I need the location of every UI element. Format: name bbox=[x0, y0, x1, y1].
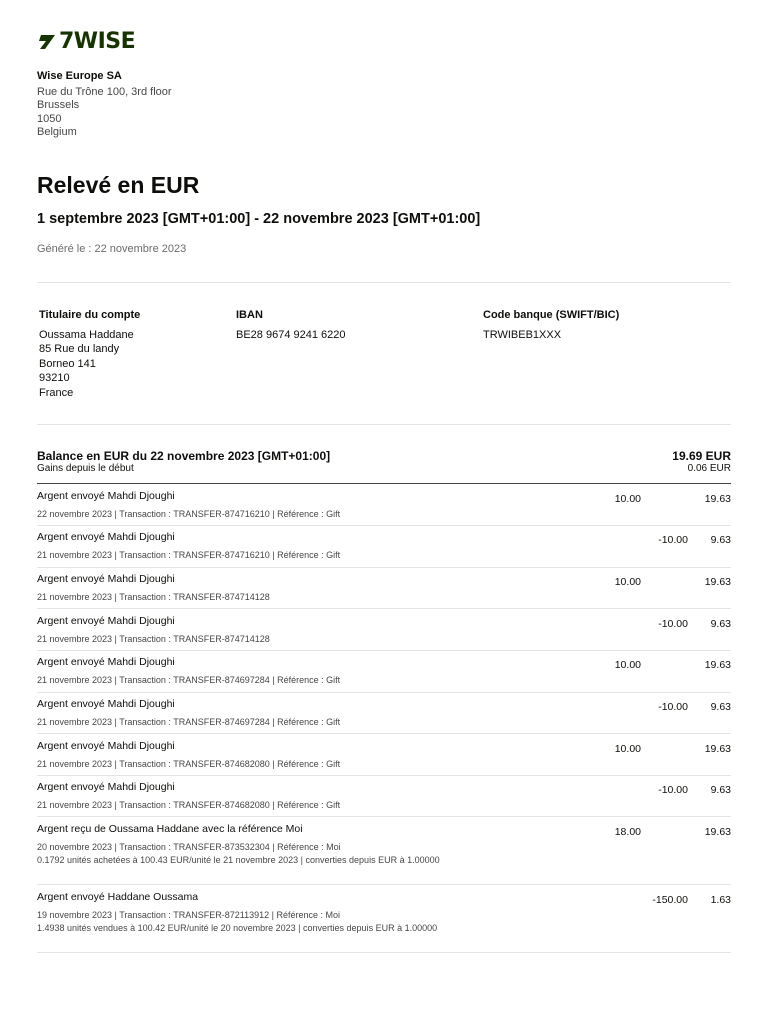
company-address-line: Brussels bbox=[37, 99, 80, 111]
transaction-balance: 19.63 bbox=[704, 743, 731, 755]
account-holder-block bbox=[39, 308, 140, 400]
divider bbox=[37, 692, 731, 693]
transaction-balance: 19.63 bbox=[704, 576, 731, 588]
generated-date: Généré le : 22 novembre 2023 bbox=[37, 243, 187, 255]
transaction-row bbox=[37, 531, 731, 562]
transaction-meta: 21 novembre 2023 | Transaction : TRANSFER-874697284 | Référence : Gift bbox=[37, 717, 341, 727]
transaction-amount: -10.00 bbox=[658, 701, 688, 713]
iban-block bbox=[236, 308, 346, 342]
wise-logo-text: 7WISE bbox=[59, 29, 136, 54]
transaction-description: Argent envoyé Mahdi Djoughi bbox=[37, 531, 175, 543]
transaction-row bbox=[37, 615, 731, 646]
balance-amount: 19.69 EUR bbox=[672, 449, 731, 463]
transaction-meta: 21 novembre 2023 | Transaction : TRANSFER-874682080 | Référence : Gift bbox=[37, 759, 341, 769]
transaction-description: Argent reçu de Oussama Haddane avec la référence Moi bbox=[37, 823, 303, 835]
transaction-meta: 21 novembre 2023 | Transaction : TRANSFER-874682080 | Référence : Gift bbox=[37, 800, 341, 810]
transaction-row bbox=[37, 891, 731, 935]
transaction-amount: 10.00 bbox=[614, 493, 641, 505]
transaction-balance: 19.63 bbox=[704, 493, 731, 505]
divider bbox=[37, 282, 731, 283]
company-address-line: Rue du Trône 100, 3rd floor bbox=[37, 85, 172, 98]
transaction-balance: 9.63 bbox=[710, 534, 731, 546]
swift-label: Code banque (SWIFT/BIC) bbox=[483, 309, 620, 321]
transaction-balance: 9.63 bbox=[710, 618, 731, 630]
transaction-description: Argent envoyé Mahdi Djoughi bbox=[37, 490, 175, 502]
balance-title: Balance en EUR du 22 novembre 2023 [GMT+01:00] bbox=[37, 449, 331, 463]
transaction-description: Argent envoyé Mahdi Djoughi bbox=[37, 656, 175, 668]
transaction-meta: 21 novembre 2023 | Transaction : TRANSFER-874697284 | Référence : Gift bbox=[37, 675, 341, 685]
transaction-balance: 1.63 bbox=[710, 894, 731, 906]
divider bbox=[37, 483, 731, 484]
transaction-row bbox=[37, 781, 731, 812]
transaction-conversion: 0.1792 unités achetées à 100.43 EUR/unité le 21 novembre 2023 | converties depuis EUR à 1.00000 bbox=[37, 855, 440, 865]
transaction-balance: 19.63 bbox=[704, 826, 731, 838]
transaction-row bbox=[37, 573, 731, 604]
transaction-amount: -150.00 bbox=[652, 894, 688, 906]
iban-value: BE28 9674 9241 6220 bbox=[236, 328, 346, 341]
divider bbox=[37, 424, 731, 425]
statement-period: 1 septembre 2023 [GMT+01:00] - 22 novembre 2023 [GMT+01:00] bbox=[37, 211, 481, 227]
account-holder-line: Oussama Haddane bbox=[39, 328, 134, 341]
transaction-row bbox=[37, 740, 731, 771]
transaction-amount: -10.00 bbox=[658, 618, 688, 630]
iban-label: IBAN bbox=[236, 309, 263, 321]
account-holder-line: 85 Rue du landy bbox=[39, 343, 120, 355]
transaction-description: Argent envoyé Mahdi Djoughi bbox=[37, 615, 175, 627]
company-address-line: 1050 bbox=[37, 112, 62, 125]
divider bbox=[37, 884, 731, 885]
transaction-amount: 10.00 bbox=[614, 576, 641, 588]
transaction-meta: 20 novembre 2023 | Transaction : TRANSFER-873532304 | Référence : Moi bbox=[37, 842, 341, 852]
transaction-amount: -10.00 bbox=[658, 534, 688, 546]
transaction-amount: -10.00 bbox=[658, 784, 688, 796]
company-name: Wise Europe SA bbox=[37, 70, 122, 82]
transaction-balance: 19.63 bbox=[704, 659, 731, 671]
transaction-meta: 21 novembre 2023 | Transaction : TRANSFER-874714128 bbox=[37, 592, 270, 602]
swift-block bbox=[483, 308, 619, 342]
balance-subtitle: Gains depuis le début bbox=[37, 463, 134, 474]
transaction-meta: 21 novembre 2023 | Transaction : TRANSFER-874716210 | Référence : Gift bbox=[37, 550, 341, 560]
divider bbox=[37, 608, 731, 609]
transaction-meta: 21 novembre 2023 | Transaction : TRANSFER-874714128 bbox=[37, 634, 270, 644]
transaction-amount: 10.00 bbox=[614, 659, 641, 671]
divider bbox=[37, 650, 731, 651]
account-holder-line: France bbox=[39, 386, 74, 399]
transaction-description: Argent envoyé Mahdi Djoughi bbox=[37, 781, 175, 793]
account-holder-line: 93210 bbox=[39, 372, 70, 384]
wise-logo bbox=[37, 31, 135, 53]
transaction-row bbox=[37, 698, 731, 729]
divider bbox=[37, 525, 731, 526]
transaction-row bbox=[37, 823, 731, 867]
divider bbox=[37, 952, 731, 953]
transaction-conversion: 1.4938 unités vendues à 100.42 EUR/unité le 20 novembre 2023 | converties depuis EUR à 1.00000 bbox=[37, 923, 438, 933]
company-address bbox=[37, 70, 172, 140]
transaction-balance: 9.63 bbox=[710, 784, 731, 796]
transaction-description: Argent envoyé Mahdi Djoughi bbox=[37, 698, 175, 710]
divider bbox=[37, 567, 731, 568]
account-holder-label: Titulaire du compte bbox=[39, 309, 141, 321]
transaction-description: Argent envoyé Haddane Oussama bbox=[37, 891, 199, 903]
transaction-description: Argent envoyé Mahdi Djoughi bbox=[37, 740, 175, 752]
transaction-row bbox=[37, 656, 731, 687]
swift-value: TRWIBEB1XXX bbox=[483, 328, 562, 341]
transaction-meta: 22 novembre 2023 | Transaction : TRANSFER-874716210 | Référence : Gift bbox=[37, 509, 341, 519]
divider bbox=[37, 775, 731, 776]
company-address-line: Belgium bbox=[37, 126, 77, 138]
transaction-amount: 10.00 bbox=[614, 743, 641, 755]
divider bbox=[37, 816, 731, 817]
statement-title: Relevé en EUR bbox=[37, 172, 200, 198]
transaction-amount: 18.00 bbox=[614, 826, 641, 838]
divider bbox=[37, 733, 731, 734]
wise-flag-icon bbox=[37, 32, 57, 52]
transaction-balance: 9.63 bbox=[710, 701, 731, 713]
transaction-description: Argent envoyé Mahdi Djoughi bbox=[37, 573, 175, 585]
balance-gains: 0.06 EUR bbox=[687, 463, 731, 474]
transaction-row bbox=[37, 490, 731, 521]
transaction-meta: 19 novembre 2023 | Transaction : TRANSFER-872113912 | Référence : Moi bbox=[37, 910, 341, 920]
account-holder-line: Borneo 141 bbox=[39, 357, 96, 370]
